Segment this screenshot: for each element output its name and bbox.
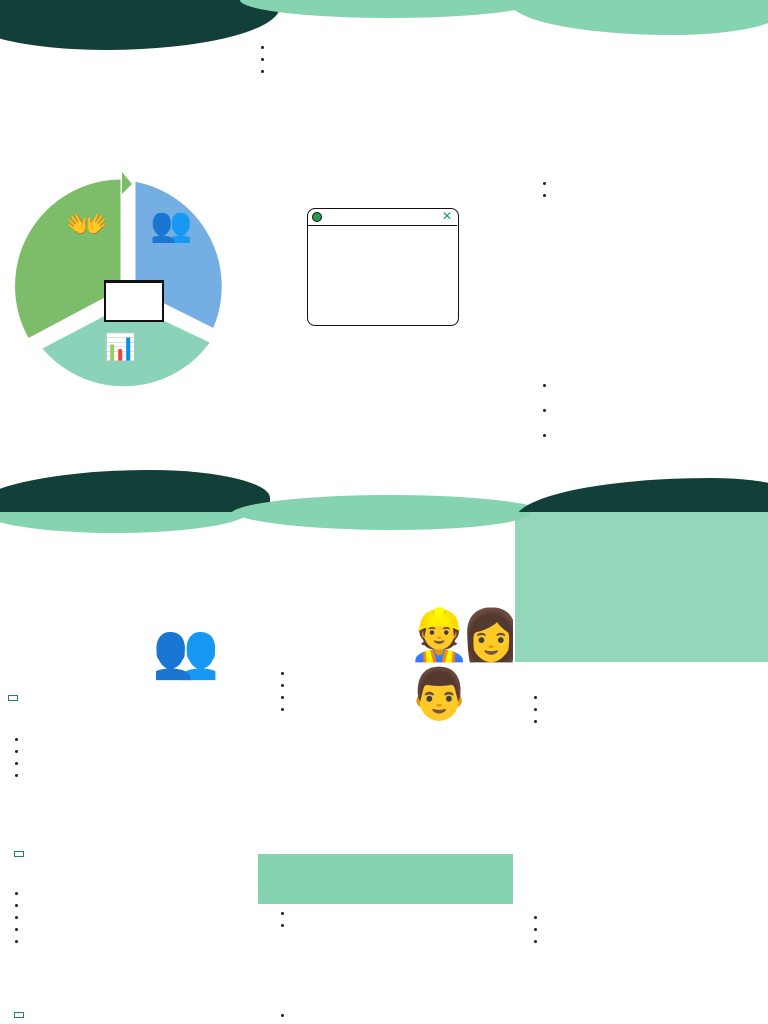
nivel-item [546,936,755,947]
medio-circle [263,450,295,482]
definicion-item [555,178,742,189]
factores-list [280,1010,502,1022]
referencia-item [555,380,742,391]
referencia-item [555,430,742,441]
identificacion-item [293,908,502,919]
muy-alto-circle [263,356,295,388]
middle-panel [255,0,515,512]
muestreo-table-window [307,208,459,326]
people-magnifier-icon: 👥 [150,206,193,244]
trabajadores-list [280,668,502,716]
trabajadores-panel [258,512,513,1024]
brochure-inner-side [0,512,768,1024]
employee-boss-icon: 👥 [152,621,220,681]
niveles-list [533,912,755,948]
identificacion-list [280,908,502,932]
hands-people-icon: 👐 [66,206,109,244]
window-titlebar [308,209,457,226]
obligacion-item [293,668,502,679]
group1-list [14,734,234,782]
patrones-panel [0,512,255,1024]
definicion-item [555,190,742,201]
identificacion-band [258,854,513,904]
medida-item [546,704,755,715]
window-dot-icon [312,212,322,222]
workers-group-icon: 👷👩👨 [408,607,513,722]
medidas-panel [515,512,768,1024]
col1-values [312,258,372,266]
medida-item [546,716,755,727]
obligacion-item [293,692,502,703]
group-tag-mas-50 [14,1012,24,1018]
nivel-item [546,924,755,935]
nom-logo [104,280,164,322]
medida-item [546,692,755,703]
analytics-screen-icon: 📊 [104,332,137,362]
alto-circle [263,406,295,438]
referencia-item [555,405,742,416]
obligacion-item [293,680,502,691]
nivel-item [546,912,755,923]
obligacion-item [293,704,502,715]
cover-panel [0,0,255,512]
definiciones-list [542,178,742,202]
referencias-list [542,380,742,442]
group2-list [14,888,234,948]
group-tag-16-50 [14,851,24,857]
close-icon: ✕ [441,209,452,223]
right-panel [520,0,768,512]
identificacion-item [293,920,502,931]
cuestionarios-body [260,42,512,78]
group-tag-hasta-15 [8,695,18,701]
medidas-list [533,692,755,728]
